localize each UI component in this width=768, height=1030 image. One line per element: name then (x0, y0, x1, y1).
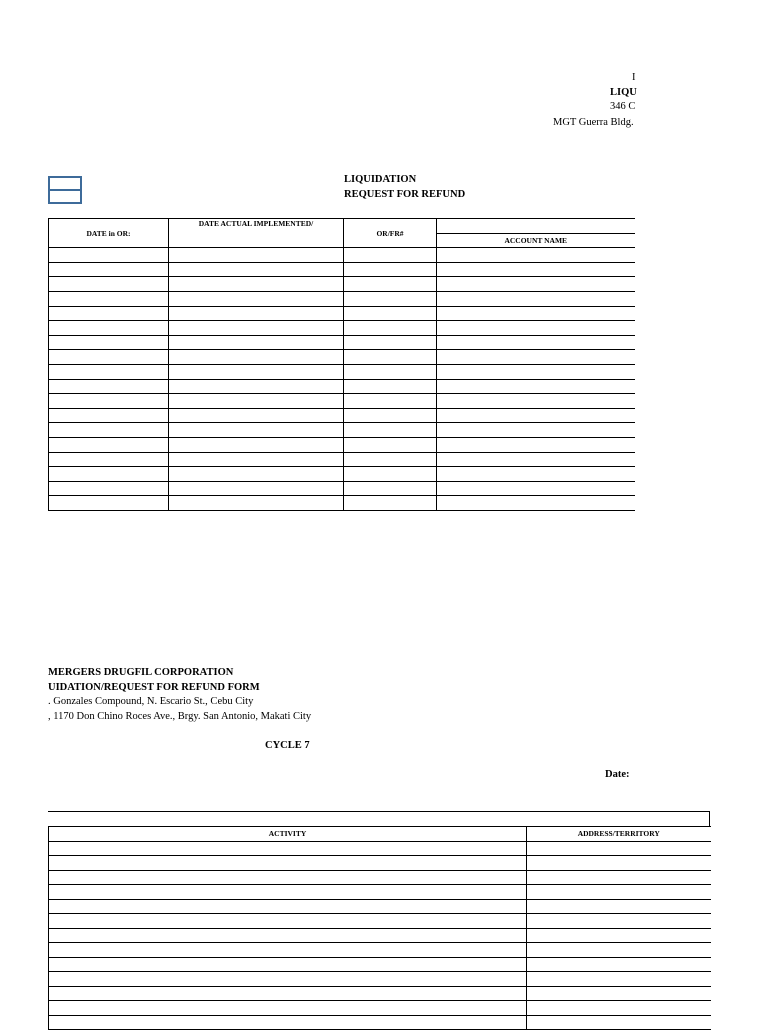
table-cell[interactable] (527, 1001, 711, 1016)
table-cell[interactable] (49, 262, 169, 277)
table-cell[interactable] (344, 379, 437, 394)
table-cell[interactable] (437, 306, 635, 321)
table-cell[interactable] (437, 335, 635, 350)
table-cell[interactable] (344, 452, 437, 467)
table-cell[interactable] (527, 856, 711, 871)
table-cell[interactable] (437, 248, 635, 263)
table-cell[interactable] (49, 856, 527, 871)
table-cell[interactable] (49, 394, 169, 409)
table-cell[interactable] (169, 496, 344, 511)
col-header-or-fr: OR/FR# (344, 219, 437, 248)
table-cell[interactable] (169, 350, 344, 365)
address-line-2: , 1170 Don Chino Roces Ave., Brgy. San Antonio, Makati City (48, 711, 312, 722)
table-cell[interactable] (49, 467, 169, 482)
table-cell[interactable] (169, 335, 344, 350)
table-cell[interactable] (437, 394, 635, 409)
table-row (49, 899, 711, 914)
table-row (49, 481, 635, 496)
date-label: Date: (605, 769, 630, 780)
table-row (49, 943, 711, 958)
table-cell[interactable] (49, 899, 527, 914)
table-cell[interactable] (527, 972, 711, 987)
table-row (49, 972, 711, 987)
table-cell[interactable] (344, 364, 437, 379)
table-cell[interactable] (437, 291, 635, 306)
table-row (49, 408, 635, 423)
col-header-date-actual: DATE ACTUAL IMPLEMENTED/ (169, 219, 344, 248)
activity-table (48, 826, 711, 1030)
table-cell[interactable] (344, 481, 437, 496)
table-cell[interactable] (49, 496, 169, 511)
table-cell[interactable] (49, 1001, 527, 1016)
liquidation-table (48, 218, 635, 511)
table-cell[interactable] (169, 452, 344, 467)
table-cell[interactable] (169, 306, 344, 321)
table-row (49, 986, 711, 1001)
table-cell[interactable] (437, 350, 635, 365)
table-cell[interactable] (169, 262, 344, 277)
table-cell[interactable] (49, 943, 527, 958)
table-row (49, 262, 635, 277)
table-cell[interactable] (527, 914, 711, 929)
table-cell[interactable] (49, 1015, 527, 1030)
header-company-name: LIQU (610, 87, 637, 98)
table-cell[interactable] (437, 496, 635, 511)
table-cell[interactable] (49, 437, 169, 452)
table-cell[interactable] (169, 291, 344, 306)
header-address-1: 346 C (610, 101, 636, 112)
table-row (49, 248, 635, 263)
table-cell[interactable] (437, 481, 635, 496)
table-cell[interactable] (169, 277, 344, 292)
table-cell[interactable] (49, 972, 527, 987)
table-row (49, 306, 635, 321)
table-row (49, 452, 635, 467)
table-cell[interactable] (437, 364, 635, 379)
table-cell[interactable] (437, 321, 635, 336)
table-cell[interactable] (344, 306, 437, 321)
table-cell[interactable] (49, 350, 169, 365)
table-cell[interactable] (49, 306, 169, 321)
table-cell[interactable] (344, 321, 437, 336)
table-cell[interactable] (49, 452, 169, 467)
table-row (49, 423, 635, 438)
cycle-label: CYCLE 7 (265, 740, 310, 751)
table-cell[interactable] (49, 335, 169, 350)
table-cell[interactable] (344, 335, 437, 350)
table-cell[interactable] (49, 841, 527, 856)
table-row (49, 496, 635, 511)
col-header-blank (437, 219, 635, 234)
col-header-date-in-or: DATE in OR: (49, 219, 169, 248)
table-cell[interactable] (169, 321, 344, 336)
table-cell[interactable] (527, 943, 711, 958)
table-row (49, 841, 711, 856)
table-header-row (49, 827, 711, 842)
table-cell[interactable] (344, 394, 437, 409)
table-row (49, 957, 711, 972)
table-row (49, 364, 635, 379)
table-cell[interactable] (344, 350, 437, 365)
table-cell[interactable] (344, 496, 437, 511)
table-cell[interactable] (437, 467, 635, 482)
table-row (49, 291, 635, 306)
table-cell[interactable] (169, 437, 344, 452)
table-cell[interactable] (437, 277, 635, 292)
table-cell[interactable] (169, 408, 344, 423)
form1-title: LIQUIDATION (344, 174, 417, 185)
table-cell[interactable] (49, 408, 169, 423)
table-cell[interactable] (344, 291, 437, 306)
table-cell[interactable] (527, 899, 711, 914)
form1-subtitle: REQUEST FOR REFUND (344, 189, 466, 200)
table-row (49, 1001, 711, 1016)
col-header-activity: ACTIVITY (49, 827, 527, 842)
table-cell[interactable] (49, 928, 527, 943)
table-row (49, 277, 635, 292)
table-cell[interactable] (437, 423, 635, 438)
table-cell[interactable] (49, 291, 169, 306)
table-cell[interactable] (437, 408, 635, 423)
table2-top-rule (48, 811, 710, 826)
address-line-1: . Gonzales Compound, N. Escario St., Cebu City (48, 696, 254, 707)
table-cell[interactable] (527, 841, 711, 856)
table-cell[interactable] (169, 379, 344, 394)
table-row (49, 321, 635, 336)
table-cell[interactable] (169, 248, 344, 263)
table-cell[interactable] (437, 452, 635, 467)
table-cell[interactable] (437, 379, 635, 394)
company-logo-icon (48, 176, 82, 204)
table-cell[interactable] (527, 1015, 711, 1030)
table-cell[interactable] (344, 467, 437, 482)
company-name: MERGERS DRUGFIL CORPORATION (48, 667, 234, 678)
table-cell[interactable] (49, 914, 527, 929)
table-cell[interactable] (527, 957, 711, 972)
table-cell[interactable] (49, 986, 527, 1001)
table-cell[interactable] (49, 321, 169, 336)
table-cell[interactable] (49, 423, 169, 438)
table-cell[interactable] (344, 437, 437, 452)
table-row (49, 467, 635, 482)
table-cell[interactable] (49, 957, 527, 972)
table-row (49, 335, 635, 350)
table-header-row (49, 219, 635, 234)
table-cell[interactable] (344, 262, 437, 277)
table-cell[interactable] (169, 467, 344, 482)
header-address-2: MGT Guerra Bldg. (553, 117, 634, 128)
col-header-address-territory: ADDRESS/TERRITORY (527, 827, 711, 842)
table-cell[interactable] (344, 277, 437, 292)
table-cell[interactable] (169, 394, 344, 409)
header-line-1: I (632, 72, 636, 83)
table-cell[interactable] (344, 248, 437, 263)
table-row (49, 885, 711, 900)
table-cell[interactable] (49, 885, 527, 900)
table-cell[interactable] (527, 885, 711, 900)
table-cell[interactable] (169, 481, 344, 496)
table-cell[interactable] (437, 262, 635, 277)
table-cell[interactable] (49, 277, 169, 292)
top-header (500, 70, 637, 134)
table-cell[interactable] (527, 870, 711, 885)
table-row (49, 350, 635, 365)
form-title: UIDATION/REQUEST FOR REFUND FORM (48, 682, 260, 693)
table-cell[interactable] (49, 870, 527, 885)
table-cell[interactable] (344, 423, 437, 438)
table-cell[interactable] (527, 928, 711, 943)
col-header-account-name: ACCOUNT NAME (437, 233, 635, 248)
table-cell[interactable] (49, 248, 169, 263)
table-cell[interactable] (49, 364, 169, 379)
table-row (49, 914, 711, 929)
table-cell[interactable] (437, 437, 635, 452)
table-cell[interactable] (49, 481, 169, 496)
table-row (49, 870, 711, 885)
table-row (49, 1015, 711, 1030)
table-cell[interactable] (344, 408, 437, 423)
table-row (49, 856, 711, 871)
table-row (49, 437, 635, 452)
table-cell[interactable] (49, 379, 169, 394)
table-row (49, 394, 635, 409)
table-row (49, 928, 711, 943)
table-cell[interactable] (169, 364, 344, 379)
table-cell[interactable] (169, 423, 344, 438)
table-row (49, 379, 635, 394)
table-cell[interactable] (527, 986, 711, 1001)
